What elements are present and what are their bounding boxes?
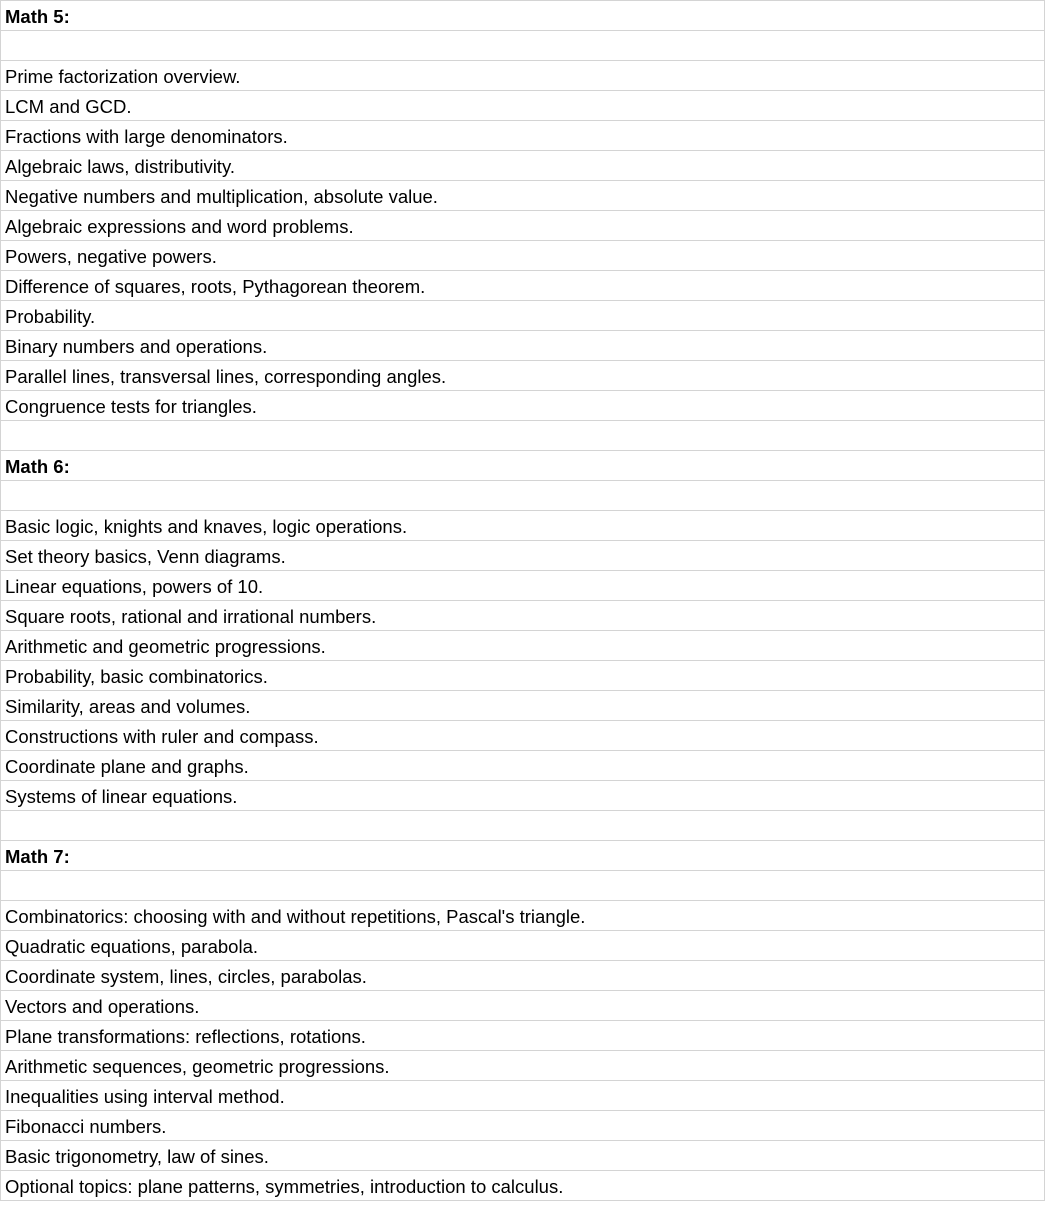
topic-row[interactable]: [1, 601, 1045, 631]
topic-text: Binary numbers and operations.: [5, 336, 268, 357]
topic-row[interactable]: [1, 91, 1045, 121]
topic-row[interactable]: [1, 991, 1045, 1021]
topic-row[interactable]: [1, 571, 1045, 601]
topic-row[interactable]: [1, 1021, 1045, 1051]
topic-text: Probability.: [5, 306, 96, 327]
topic-text: LCM and GCD.: [5, 96, 132, 117]
blank-row[interactable]: [1, 481, 1045, 511]
topic-text: Basic logic, knights and knaves, logic operations.: [5, 516, 408, 537]
topic-text: Optional topics: plane patterns, symmetries, introduction to calculus.: [5, 1176, 564, 1197]
topic-text: Square roots, rational and irrational numbers.: [5, 606, 377, 627]
topic-row[interactable]: [1, 511, 1045, 541]
topic-text: Basic trigonometry, law of sines.: [5, 1146, 269, 1167]
topic-text: Probability, basic combinatorics.: [5, 666, 268, 687]
topic-text: Algebraic laws, distributivity.: [5, 156, 235, 177]
topic-row[interactable]: [1, 1171, 1045, 1201]
topic-row[interactable]: [1, 271, 1045, 301]
topic-row[interactable]: [1, 241, 1045, 271]
topic-row[interactable]: [1, 1081, 1045, 1111]
topic-row[interactable]: [1, 1141, 1045, 1171]
topic-text: Plane transformations: reflections, rotations.: [5, 1026, 366, 1047]
section-title-text: Math 7:: [5, 846, 70, 867]
topic-row[interactable]: [1, 361, 1045, 391]
section-title-text: Math 6:: [5, 456, 70, 477]
topic-row[interactable]: [1, 721, 1045, 751]
topic-text: Powers, negative powers.: [5, 246, 217, 267]
blank-row[interactable]: [1, 421, 1045, 451]
topic-row[interactable]: [1, 781, 1045, 811]
topic-row[interactable]: [1, 901, 1045, 931]
topic-row[interactable]: [1, 331, 1045, 361]
topic-text: Systems of linear equations.: [5, 786, 238, 807]
topic-row[interactable]: [1, 691, 1045, 721]
topic-text: Fractions with large denominators.: [5, 126, 288, 147]
topic-row[interactable]: [1, 391, 1045, 421]
blank-row[interactable]: [1, 811, 1045, 841]
topic-row[interactable]: [1, 61, 1045, 91]
blank-row[interactable]: [1, 871, 1045, 901]
topic-text: Prime factorization overview.: [5, 66, 241, 87]
topic-text: Negative numbers and multiplication, absolute value.: [5, 186, 438, 207]
topic-text: Combinatorics: choosing with and without repetitions, Pascal's triangle.: [5, 906, 586, 927]
topic-row[interactable]: [1, 301, 1045, 331]
topic-text: Arithmetic sequences, geometric progressions.: [5, 1056, 390, 1077]
topic-row[interactable]: [1, 961, 1045, 991]
section-title-math-5[interactable]: [1, 1, 1045, 31]
topic-text: Arithmetic and geometric progressions.: [5, 636, 326, 657]
section-title-text: Math 5:: [5, 6, 70, 27]
topic-row[interactable]: [1, 931, 1045, 961]
topic-text: Algebraic expressions and word problems.: [5, 216, 354, 237]
topic-text: Quadratic equations, parabola.: [5, 936, 259, 957]
topic-row[interactable]: [1, 631, 1045, 661]
topic-text: Constructions with ruler and compass.: [5, 726, 319, 747]
topic-text: Parallel lines, transversal lines, corresponding angles.: [5, 366, 447, 387]
topic-row[interactable]: [1, 541, 1045, 571]
section-title-math-6[interactable]: [1, 451, 1045, 481]
topic-text: Coordinate system, lines, circles, parabolas.: [5, 966, 367, 987]
topic-text: Similarity, areas and volumes.: [5, 696, 251, 717]
topic-text: Linear equations, powers of 10.: [5, 576, 264, 597]
topic-row[interactable]: [1, 751, 1045, 781]
topic-row[interactable]: [1, 1111, 1045, 1141]
topic-text: Set theory basics, Venn diagrams.: [5, 546, 286, 567]
topic-text: Inequalities using interval method.: [5, 1086, 285, 1107]
topic-row[interactable]: [1, 151, 1045, 181]
topic-row[interactable]: [1, 211, 1045, 241]
topic-row[interactable]: [1, 1051, 1045, 1081]
topic-row[interactable]: [1, 121, 1045, 151]
topic-text: Coordinate plane and graphs.: [5, 756, 249, 777]
blank-row[interactable]: [1, 31, 1045, 61]
topic-text: Difference of squares, roots, Pythagorean theorem.: [5, 276, 426, 297]
topic-row[interactable]: [1, 181, 1045, 211]
topic-text: Congruence tests for triangles.: [5, 396, 257, 417]
topic-text: Vectors and operations.: [5, 996, 200, 1017]
topic-text: Fibonacci numbers.: [5, 1116, 167, 1137]
section-title-math-7[interactable]: [1, 841, 1045, 871]
topic-row[interactable]: [1, 661, 1045, 691]
